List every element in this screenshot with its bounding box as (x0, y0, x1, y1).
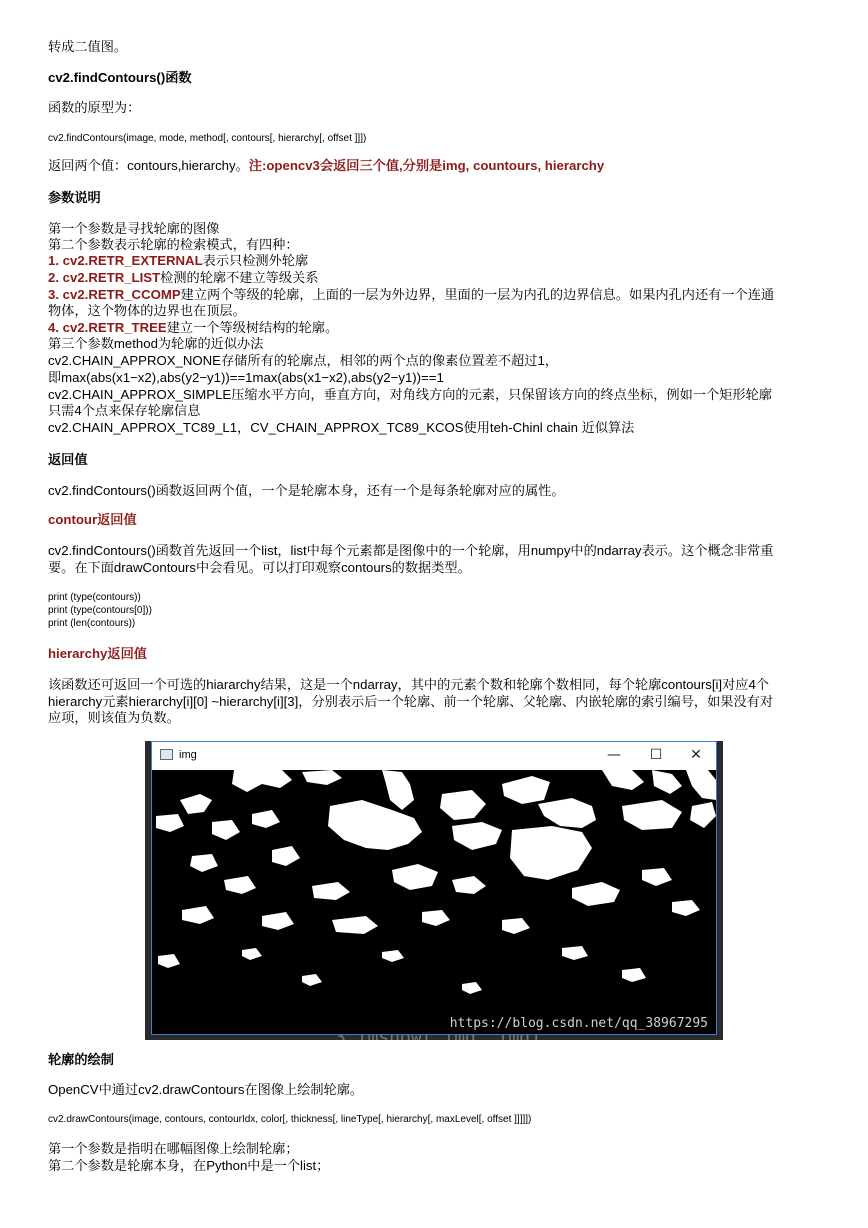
heading-contour: contour返回值 (48, 512, 137, 527)
hierarchy-desc-1: 该函数还可返回一个可选的hiararchy结果，这是一个ndarray，其中的元素个数和轮廓个数相同，每个轮廓contours[i]对应4个 (48, 677, 769, 692)
mode-ccomp-cont: 物体，这个物体的边界也在顶层。 (48, 303, 246, 318)
hierarchy-desc-3: 应项，则该值为负数。 (48, 710, 180, 725)
contour-desc-2: 要。在下面drawContours中会看见。可以打印观察contours的数据类型。 (48, 560, 471, 575)
contour-desc-1: cv2.findContours()函数首先返回一个list，list中每个元素都是图像中的一个轮廓，用numpy中的ndarray表示。这个概念非常重 (48, 543, 774, 558)
prototype-intro: 函数的原型为： (48, 100, 141, 115)
heading-return: 返回值 (48, 452, 88, 467)
hierarchy-desc-2: hierarchy元素hierarchy[i][0] ~hierarchy[i][3]，分别表示后一个轮廓、前一个轮廓、父轮廓、内嵌轮廓的索引编号，如果没有对 (48, 694, 774, 709)
mode-list-desc: 检测的轮廓不建立等级关系 (160, 270, 319, 285)
mode-external (48, 253, 308, 269)
close-icon[interactable]: ✕ (690, 747, 702, 763)
approx-none: cv2.CHAIN_APPROX_NONE存储所有的轮廓点，相邻的两个点的像素位置差不超过1， (48, 353, 558, 368)
mode-list (48, 270, 318, 286)
binary-line: 转成二值图。 (48, 39, 128, 54)
mode-tree (48, 320, 338, 336)
window-title: img (179, 749, 197, 761)
heading-findcontours: cv2.findContours()函数 (48, 70, 192, 85)
minimize-icon[interactable]: — (607, 747, 621, 763)
mode-list-name: 2. cv2.RETR_LIST (48, 270, 161, 285)
mode-external-desc: 表示只检测外轮廓 (202, 253, 309, 268)
embedded-screenshot (145, 741, 723, 1040)
mode-ccomp (48, 287, 774, 303)
draw-code: cv2.drawContours(image, contours, contourIdx, color[, thickness[, lineType[, hierarchy[, maxLevel[, offset ]]]]]) (48, 1114, 532, 1125)
return-line (48, 158, 604, 174)
watermark-text: https://blog.csdn.net/qq_38967295 (449, 1016, 708, 1031)
mode-tree-desc: 建立一个等级树结构的轮廓。 (166, 320, 339, 335)
code-line-2: print (type(contours[0])) (48, 605, 152, 616)
code-line-3: print (len(contours)) (48, 618, 136, 629)
mode-tree-name: 4. cv2.RETR_TREE (48, 320, 167, 335)
draw-param-2: 第二个参数是轮廓本身，在Python中是一个list； (48, 1158, 330, 1173)
heading-params: 参数说明 (48, 190, 101, 205)
maximize-icon[interactable]: ☐ (649, 747, 663, 763)
return-plain: 返回两个值：contours,hierarchy。 (48, 158, 249, 173)
window-titlebar (152, 742, 716, 770)
heading-draw: 轮廓的绘制 (48, 1052, 114, 1067)
mode-external-name: 1. cv2.RETR_EXTERNAL (48, 253, 203, 268)
param-3: 第三个参数method为轮廓的近似办法 (48, 336, 264, 351)
prototype-code: cv2.findContours(image, mode, method[, contours[, hierarchy[, offset ]]]) (48, 133, 367, 144)
heading-hierarchy: hierarchy返回值 (48, 646, 147, 661)
opencv-window (151, 741, 717, 1035)
window-app-icon (160, 749, 173, 760)
approx-none-formula: 即max(abs(x1−x2),abs(y2−y1))==1max(abs(x1−x2),abs(y2−y1))==1 (48, 370, 444, 385)
mode-ccomp-name: 3. cv2.RETR_CCOMP (48, 287, 181, 302)
binary-image (152, 770, 716, 1034)
param-2: 第二个参数表示轮廓的检索模式，有四种： (48, 237, 299, 252)
binary-image-blobs (152, 770, 716, 1034)
mode-ccomp-desc: 建立两个等级的轮廓，上面的一层为外边界，里面的一层为内孔的边界信息。如果内孔内还有一个连通 (180, 287, 775, 302)
code-line-1: print (type(contours)) (48, 592, 141, 603)
draw-desc: OpenCV中通过cv2.drawContours在图像上绘制轮廓。 (48, 1082, 364, 1097)
draw-param-1: 第一个参数是指明在哪幅图像上绘制轮廓； (48, 1141, 299, 1156)
approx-simple: cv2.CHAIN_APPROX_SIMPLE压缩水平方向，垂直方向，对角线方向的元素，只保留该方向的终点坐标，例如一个矩形轮廓 (48, 387, 772, 402)
approx-tc89: cv2.CHAIN_APPROX_TC89_L1，CV_CHAIN_APPROX_TC89_KCOS使用teh-Chinl chain 近似算法 (48, 420, 635, 435)
return-note: 注:opencv3会返回三个值,分别是img, countours, hierarchy (248, 158, 605, 173)
approx-simple-cont: 只需4个点来保存轮廓信息 (48, 403, 201, 418)
return-desc: cv2.findContours()函数返回两个值，一个是轮廓本身，还有一个是每条轮廓对应的属性。 (48, 483, 565, 498)
param-1: 第一个参数是寻找轮廓的图像 (48, 221, 220, 236)
